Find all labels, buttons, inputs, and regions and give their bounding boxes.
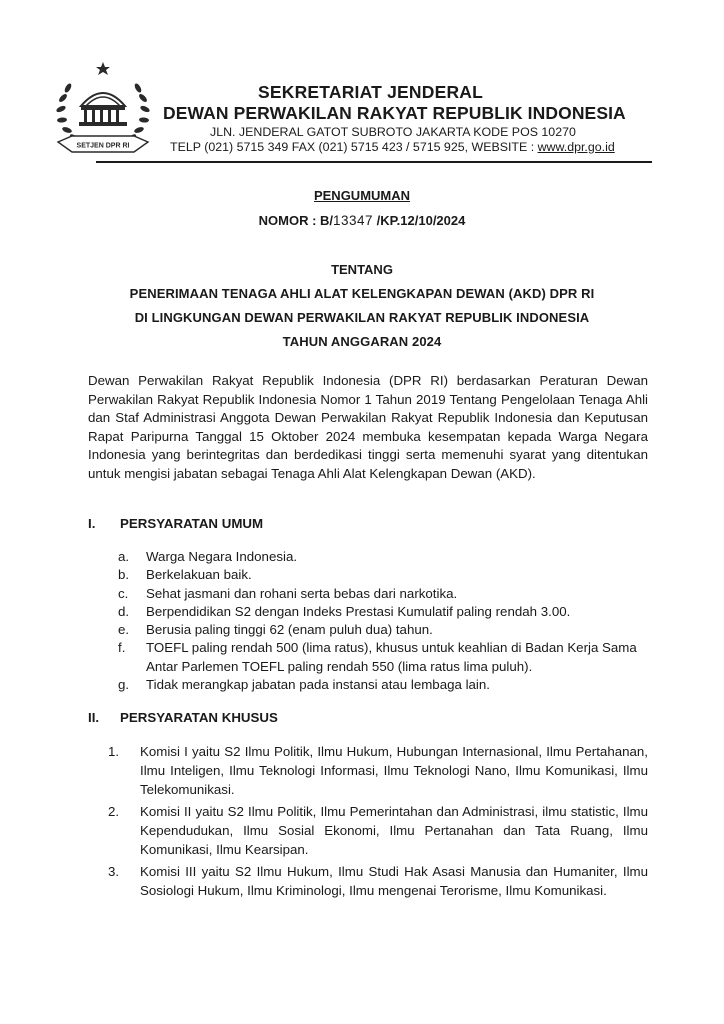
website-link[interactable]: www.dpr.go.id bbox=[537, 140, 615, 154]
list-item: d. Berpendidikan S2 dengan Indeks Prestasi Kumulatif paling rendah 3.00. bbox=[118, 603, 571, 619]
list-item: 2. Komisi II yaitu S2 Ilmu Politik, Ilmu Pemerintahan dan Administrasi, ilmu statistic, Ilmu Kependudukan, Ilmu Sosial Ekonomi, Ilmu Pertanahan dan Tata Ruang, Ilmu Komunikasi, Ilmu Kearsipan. bbox=[108, 804, 648, 857]
list-item: c. Sehat jasmani dan rohani serta bebas dari narkotika. bbox=[118, 585, 458, 601]
org-name-line2: DEWAN PERWAKILAN RAKYAT REPUBLIK INDONESIA bbox=[163, 103, 626, 123]
section-2-heading bbox=[88, 710, 388, 728]
section-1-label: PERSYARATAN UMUM bbox=[120, 516, 264, 531]
tentang-heading: TENTANG bbox=[331, 262, 393, 277]
section-2-label: PERSYARATAN KHUSUS bbox=[120, 710, 278, 725]
general-requirements-list bbox=[118, 548, 638, 694]
header-divider bbox=[96, 161, 652, 163]
section-1-number: I. bbox=[88, 516, 96, 531]
list-item: 3. Komisi III yaitu S2 Ilmu Hukum, Ilmu Studi Hak Asasi Manusia dan Humaniter, Ilmu Sosiologi Hukum, Ilmu Kriminologi, Ilmu mengenai Terorisme, Ilmu Komunikasi. bbox=[108, 864, 648, 898]
subject-line-3: TAHUN ANGGARAN 2024 bbox=[282, 334, 442, 349]
svg-text:SETJEN DPR RI: SETJEN DPR RI bbox=[76, 142, 130, 150]
org-name-line1: SEKRETARIAT JENDERAL bbox=[258, 82, 484, 102]
intro-paragraph: Dewan Perwakilan Rakyat Republik Indonesia (DPR RI) berdasarkan Peraturan Dewan Perwakilan Rakyat Republik Indonesia Nomor 1 Tahun 2019 Tentang Pengelolaan Tenaga Ahli dan Staf Administrasi Anggota Dewan Perwakilan Rakyat Republik Indonesia dan Keputusan Rapat Paripurna Tanggal 15 Oktober 2024 membuka kesempatan kepada Warga Negara Indonesia yang berintegritas dan berdedikasi tinggi serta memenuhi syarat yang ditentukan untuk mengisi jabatan sebagai Tenaga Ahli Alat Kelengkapan Dewan (AKD). bbox=[88, 373, 648, 481]
subject-line-1: PENERIMAAN TENAGA AHLI ALAT KELENGKAPAN DEWAN (AKD) DPR RI bbox=[129, 286, 595, 301]
list-item: a. Warga Negara Indonesia. bbox=[118, 549, 298, 564]
list-item: g. Tidak merangkap jabatan pada instansi atau lembaga lain. bbox=[118, 677, 490, 693]
dpr-emblem-logo bbox=[48, 58, 158, 160]
list-item: 1. Komisi I yaitu S2 Ilmu Politik, Ilmu Hukum, Hubungan Internasional, Ilmu Pertahanan, Ilmu Inteligen, Ilmu Teknologi Informasi, Ilmu Teknologi Nano, Ilmu Komunikasi, Ilmu Telekomunikasi. bbox=[108, 744, 648, 797]
list-item: f. TOEFL paling rendah 500 (lima ratus), khusus untuk keahlian di Badan Kerja Sama Antar Parlemen TOEFL paling rendah 550 (lima ratus lima puluh). bbox=[118, 640, 637, 674]
announcement-number: NOMOR : B/13347 /KP.12/10/2024 bbox=[258, 213, 466, 228]
section-2-number: II. bbox=[88, 710, 100, 725]
org-contact bbox=[170, 140, 615, 154]
announcement-title: PENGUMUMAN bbox=[313, 188, 411, 203]
section-1-heading bbox=[88, 516, 388, 534]
contact-phone-fax: TELP (021) 5715 349 FAX (021) 5715 423 / 5715 925, WEBSITE : bbox=[170, 140, 538, 154]
list-item: b. Berkelakuan baik. bbox=[118, 567, 252, 583]
subject-line-2: DI LINGKUNGAN DEWAN PERWAKILAN RAKYAT REPUBLIK INDONESIA bbox=[134, 310, 590, 325]
list-item: e. Berusia paling tinggi 62 (enam puluh dua) tahun. bbox=[118, 622, 433, 638]
org-address: JLN. JENDERAL GATOT SUBROTO JAKARTA KODE POS 10270 bbox=[210, 125, 576, 139]
specific-requirements-list bbox=[108, 742, 648, 903]
